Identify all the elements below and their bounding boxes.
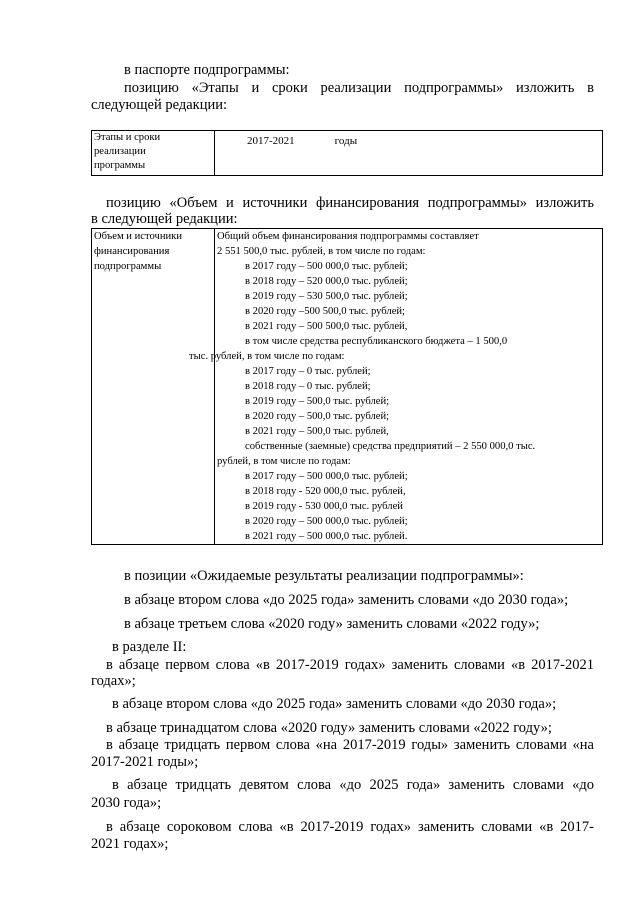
funding-line: в 2021 году – 500,0 тыс. рублей,: [245, 426, 389, 437]
body-paragraph: годах»;: [91, 673, 136, 689]
funding-right-cell: [189, 229, 603, 545]
funding-line: в том числе средства республиканского бюджета – 1 500,0: [245, 336, 508, 347]
funding-line: Общий объем финансирования подпрограммы составляет: [217, 231, 479, 242]
funding-line: в 2021 году – 500 000,0 тыс. рублей.: [245, 531, 408, 542]
funding-line: в 2019 году – 530 500,0 тыс. рублей;: [245, 291, 408, 302]
funding-line: в 2020 году – 500,0 тыс. рублей;: [245, 411, 390, 422]
body-paragraph: 2017-2021 годы»;: [91, 754, 199, 770]
body-paragraph: в абзаце тридцать первом слова «на 2017-2019 годы» заменить словами «на: [106, 737, 594, 753]
body-paragraph: 2021 годах»;: [91, 836, 169, 852]
funding-label-3: подпрограммы: [94, 261, 162, 272]
funding-line: собственные (заемные) средства предприятий – 2 550 000,0 тыс.: [245, 441, 536, 452]
funding-line: в 2017 году – 0 тыс. рублей;: [245, 366, 371, 377]
stages-left-cell: [92, 131, 215, 176]
funding-line: в 2020 году –500 500,0 тыс. рублей;: [245, 306, 406, 317]
funding-line: 2 551 500,0 тыс. рублей, в том числе по годам:: [217, 246, 426, 257]
body-paragraph: в абзаце первом слова «в 2017-2019 годах» заменить словами «в 2017-2021: [106, 657, 594, 673]
funding-line: в 2017 году – 500 000,0 тыс. рублей;: [245, 471, 408, 482]
funding-line: в 2018 году - 520 000,0 тыс. рублей,: [245, 486, 406, 497]
funding-line: в 2021 году – 500 500,0 тыс. рублей,: [245, 321, 408, 332]
funding-line: рублей, в том числе по годам:: [217, 456, 351, 467]
funding-table: [91, 228, 603, 545]
body-paragraph: в позиции «Ожидаемые результаты реализации подпрограммы»:: [124, 568, 524, 584]
stages-years: 2017-2021: [247, 135, 295, 147]
stages-years-word: годы: [334, 135, 358, 147]
body-paragraph: в абзаце сороковом слова «в 2017-2019 годах» заменить словами «в 2017-: [106, 819, 594, 835]
funding-line: тыс. рублей, в том числе по годам:: [189, 351, 345, 362]
funding-line: в 2018 году – 0 тыс. рублей;: [245, 381, 371, 392]
body-paragraph: в абзаце втором слова «до 2025 года» заменить словами «до 2030 года»;: [124, 592, 569, 608]
stages-right-cell: [215, 131, 603, 176]
stages-table: [91, 130, 603, 176]
funding-line: в 2020 году – 500 000,0 тыс. рублей;: [245, 516, 408, 527]
funding-line: в 2017 году – 500 000,0 тыс. рублей;: [245, 261, 408, 272]
body-paragraph: в абзаце тринадцатом слова «2020 году» заменить словами «2022 году»;: [106, 720, 552, 736]
mid-line-2: в следующей редакции:: [91, 211, 238, 227]
body-paragraph: 2030 года»;: [91, 795, 162, 811]
body-paragraph: в абзаце втором слова «до 2025 года» заменить словами «до 2030 года»;: [112, 696, 557, 712]
stages-label-2: реализации: [94, 146, 146, 157]
intro-line-3: следующей редакции:: [91, 97, 228, 113]
funding-line: в 2018 году – 520 000,0 тыс. рублей;: [245, 276, 408, 287]
funding-left-cell: [92, 229, 215, 545]
funding-label-2: финансирования: [94, 246, 170, 257]
body-paragraph: в разделе II:: [112, 639, 187, 655]
stages-label-3: программы: [94, 160, 146, 171]
intro-line-1: в паспорте подпрограммы:: [124, 62, 290, 78]
funding-line: в 2019 году - 530 000,0 тыс. рублей: [245, 501, 403, 512]
body-paragraph: в абзаце третьем слова «2020 году» заменить словами «2022 году»;: [124, 616, 540, 632]
body-paragraph: в абзаце тридцать девятом слова «до 2025 года» заменить словами «до: [112, 777, 594, 793]
mid-line-1: позицию «Объем и источники финансирования подпрограммы» изложить: [106, 195, 594, 211]
funding-label-1: Объем и источники: [94, 231, 182, 242]
funding-line: в 2019 году – 500,0 тыс. рублей;: [245, 396, 390, 407]
intro-line-2: позицию «Этапы и сроки реализации подпрограммы» изложить в: [124, 80, 594, 96]
stages-label-1: Этапы и сроки: [94, 132, 161, 143]
